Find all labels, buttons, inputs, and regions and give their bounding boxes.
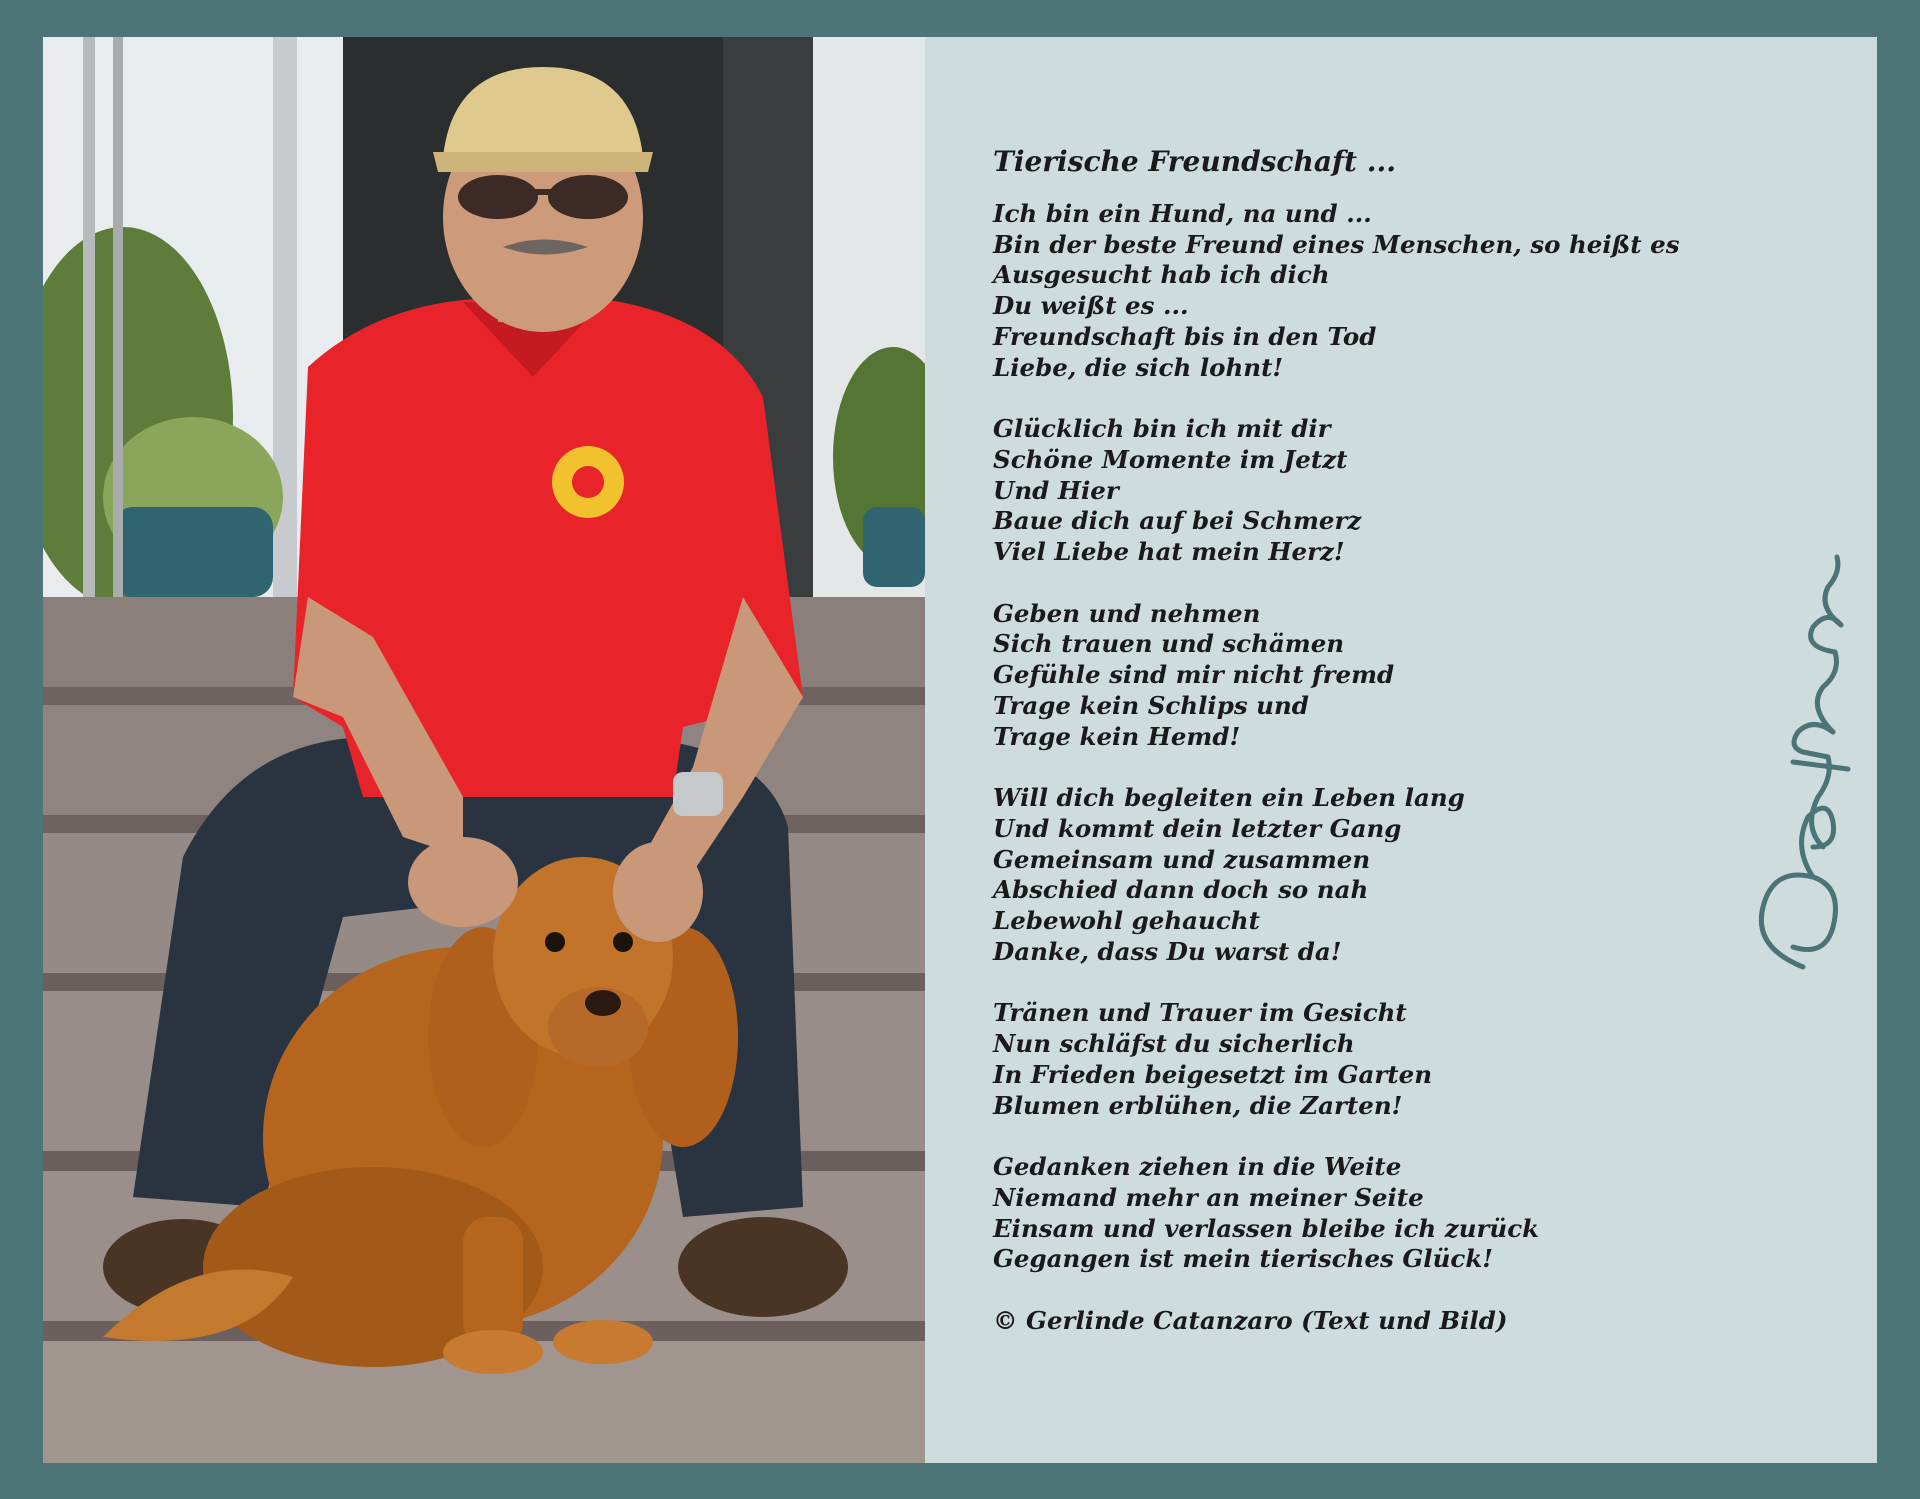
poem-line: Einsam und verlassen bleibe ich zurück [993,1213,1540,1243]
poem-title: Tierische Freundschaft ... [993,145,1396,178]
poem-line: Abschied dann doch so nah [993,875,1369,905]
poem-line: Ausgesucht hab ich dich [993,260,1330,290]
stanza [993,1152,1693,1275]
poem-line: Niemand mehr an meiner Seite [993,1182,1424,1212]
poem-line: Gegangen ist mein tierisches Glück! [993,1244,1494,1274]
poem-line: Glücklich bin ich mit dir [993,414,1331,444]
stanza [993,599,1693,753]
poem-line: In Frieden beigesetzt im Garten [993,1059,1433,1089]
poem-line: Blumen erblühen, die Zarten! [993,1090,1403,1120]
photo-man-with-dog [43,37,925,1463]
poem-card [43,37,1877,1463]
poem-line: Geben und nehmen [993,598,1261,628]
poem-line: Liebe, die sich lohnt! [993,352,1284,382]
poem-line: Freundschaft bis in den Tod [993,321,1377,351]
poem-text [993,135,1693,1337]
poem-line: Viel Liebe hat mein Herz! [993,537,1345,567]
copyright-line: © Gerlinde Catanzaro (Text und Bild) [993,1306,1508,1336]
poem-line: Will dich begleiten ein Leben lang [993,783,1465,813]
stanza [993,414,1693,568]
poem-line: Gemeinsam und zusammen [993,844,1371,874]
poem-line: Nun schläfst du sicherlich [993,1029,1355,1059]
poem-line: Gefühle sind mir nicht fremd [993,660,1395,690]
signature-logo [1733,547,1893,987]
poem-line: Bin der beste Freund eines Menschen, so heißt es [993,229,1680,259]
poem-line: Gedanken ziehen in die Weite [993,1152,1402,1182]
stanza [993,998,1693,1121]
stanza [993,783,1693,967]
poem-line: Und kommt dein letzter Gang [993,813,1402,843]
poem-line: Danke, dass Du warst da! [993,936,1342,966]
poem-line: Sich trauen und schämen [993,629,1345,659]
poem-line: Du weißt es ... [993,291,1189,321]
poem-line: Schöne Momente im Jetzt [993,444,1348,474]
poem-line: Und Hier [993,475,1119,505]
poem-line: Ich bin ein Hund, na und ... [993,199,1372,228]
poem-line: Baue dich auf bei Schmerz [993,506,1362,536]
poem-line: Trage kein Schlips und [993,690,1309,720]
stanza [993,199,1693,383]
poem-line: Tränen und Trauer im Gesicht [993,998,1407,1028]
poem-line: Lebewohl gehaucht [993,906,1260,936]
poem-line: Trage kein Hemd! [993,721,1241,751]
